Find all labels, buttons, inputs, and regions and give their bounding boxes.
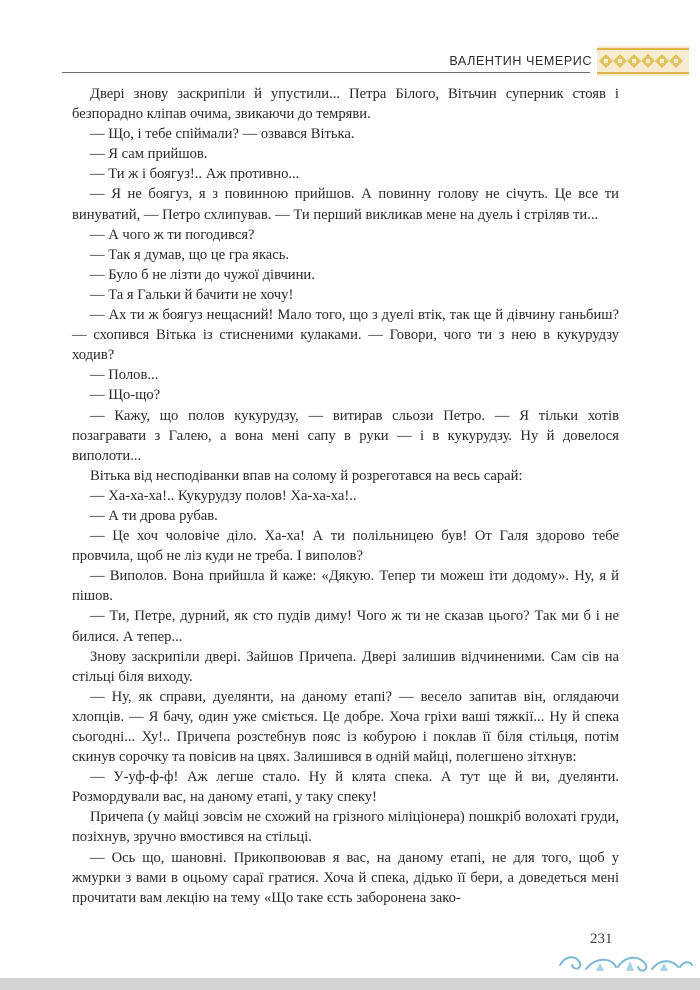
paragraph: — Так я думав, що це гра якась. bbox=[90, 246, 290, 263]
paragraph: — Я сам прийшов. bbox=[90, 146, 208, 163]
paragraph: Знову заскрипіли двері. Зайшов Причепа. Двері залишив відчиненими. Сам сів на стільці біля виходу. bbox=[72, 648, 619, 685]
paragraph: — А чого ж ти погодився? bbox=[90, 226, 255, 243]
body-text bbox=[72, 84, 619, 908]
paragraph: — Ах ти ж боягуз нещасний! Мало того, що з дуелі втік, так ще й дівчину ганьбиш? — схопився Вітька із стисненими кулаками. — Говори, чого ти з нею в кукурудзу ходив? bbox=[72, 307, 619, 364]
paragraph: — Що, і тебе спіймали? — озвався Вітька. bbox=[90, 126, 355, 143]
paragraph: — Полов... bbox=[90, 367, 159, 384]
paragraph: — Ось що, шановні. Прикопвоював я вас, на даному етапі, не для того, щоб у жмурки з вами в оцьому сараї гратися. Хоча й спека, дідько її бери, а доведеться мені прочитати вам лекцію на тему «Що таке єсть заборонена зако- bbox=[72, 849, 619, 906]
folk-embroidery-ornament-icon bbox=[597, 46, 689, 76]
page-number: 231 bbox=[590, 931, 613, 947]
paragraph: Причепа (у майці зовсім не схожий на грізного міліціонера) пошкріб волохаті груди, позіхнув, зручно вмостився на стільці. bbox=[72, 809, 619, 846]
paragraph: — Та я Гальки й бачити не хочу! bbox=[90, 286, 294, 303]
running-head-author: ВАЛЕНТИН ЧЕМЕРИС bbox=[449, 54, 592, 68]
paragraph: — А ти дрова рубав. bbox=[90, 507, 218, 524]
paragraph: Двері знову заскрипіли й упустили... Петра Білого, Вітьчин суперник стояв і безпорадно кліпав очима, звикаючи до темряви. bbox=[72, 86, 619, 123]
paragraph: — Кажу, що полов кукурудзу, — витирав сльози Петро. — Я тільки хотів позагравати з Галею, а вона мені сапу в руки — і в кукурудзу. Ну й довелося виполоти... bbox=[72, 407, 619, 464]
page-bottom-band bbox=[0, 978, 700, 990]
paragraph: — У-уф-ф-ф! Аж легше стало. Ну й клята спека. А тут ще й ви, дуелянти. Розмордували вас, на даному етапі, у таку спеку! bbox=[72, 769, 619, 806]
paragraph: — Ха-ха-ха!.. Кукурудзу полов! Ха-ха-ха!.. bbox=[90, 487, 357, 504]
header-rule bbox=[62, 72, 590, 73]
paragraph: — Це хоч чоловіче діло. Ха-ха! А ти полільницею був! От Галя здорово тебе провчила, щоб не ліз куди не треба. І виполов? bbox=[72, 528, 619, 565]
wave-ornament-icon bbox=[556, 947, 694, 977]
paragraph: — Що-що? bbox=[90, 387, 161, 404]
paragraph: — Ну, як справи, дуелянти, на даному етапі? — весело запитав він, оглядаючи хлопців. — Я бачу, один уже сміється. Це добре. Хоча гріхи ваші тяжкії... Ну й спека сьогодні... Ху!.. Причепа розстебнув пояс із кобурою і поклав її біля стільця, потім скинув сорочку та повісив на цвях. Залишився в одній майці, полегшено зітхнув: bbox=[72, 688, 619, 766]
paragraph: Вітька від несподіванки впав на солому й розреготався на весь сарай: bbox=[90, 467, 523, 484]
paragraph: — Ти ж і боягуз!.. Аж противно... bbox=[90, 166, 300, 183]
paragraph: — Було б не лізти до чужої дівчини. bbox=[90, 266, 315, 283]
paragraph: — Я не боягуз, я з повинною прийшов. А повинну голову не січуть. Це все ти винуватий, — Петро схлипував. — Ти перший викликав мене на дуель і стріляв ти... bbox=[72, 186, 619, 223]
paragraph: — Ти, Петре, дурний, як сто пудів диму! Чого ж ти не сказав цього? Так ми б і не билися. А тепер... bbox=[72, 608, 619, 645]
paragraph: — Виполов. Вона прийшла й каже: «Дякую. Тепер ти можеш іти додому». Ну, я й пішов. bbox=[72, 568, 619, 605]
